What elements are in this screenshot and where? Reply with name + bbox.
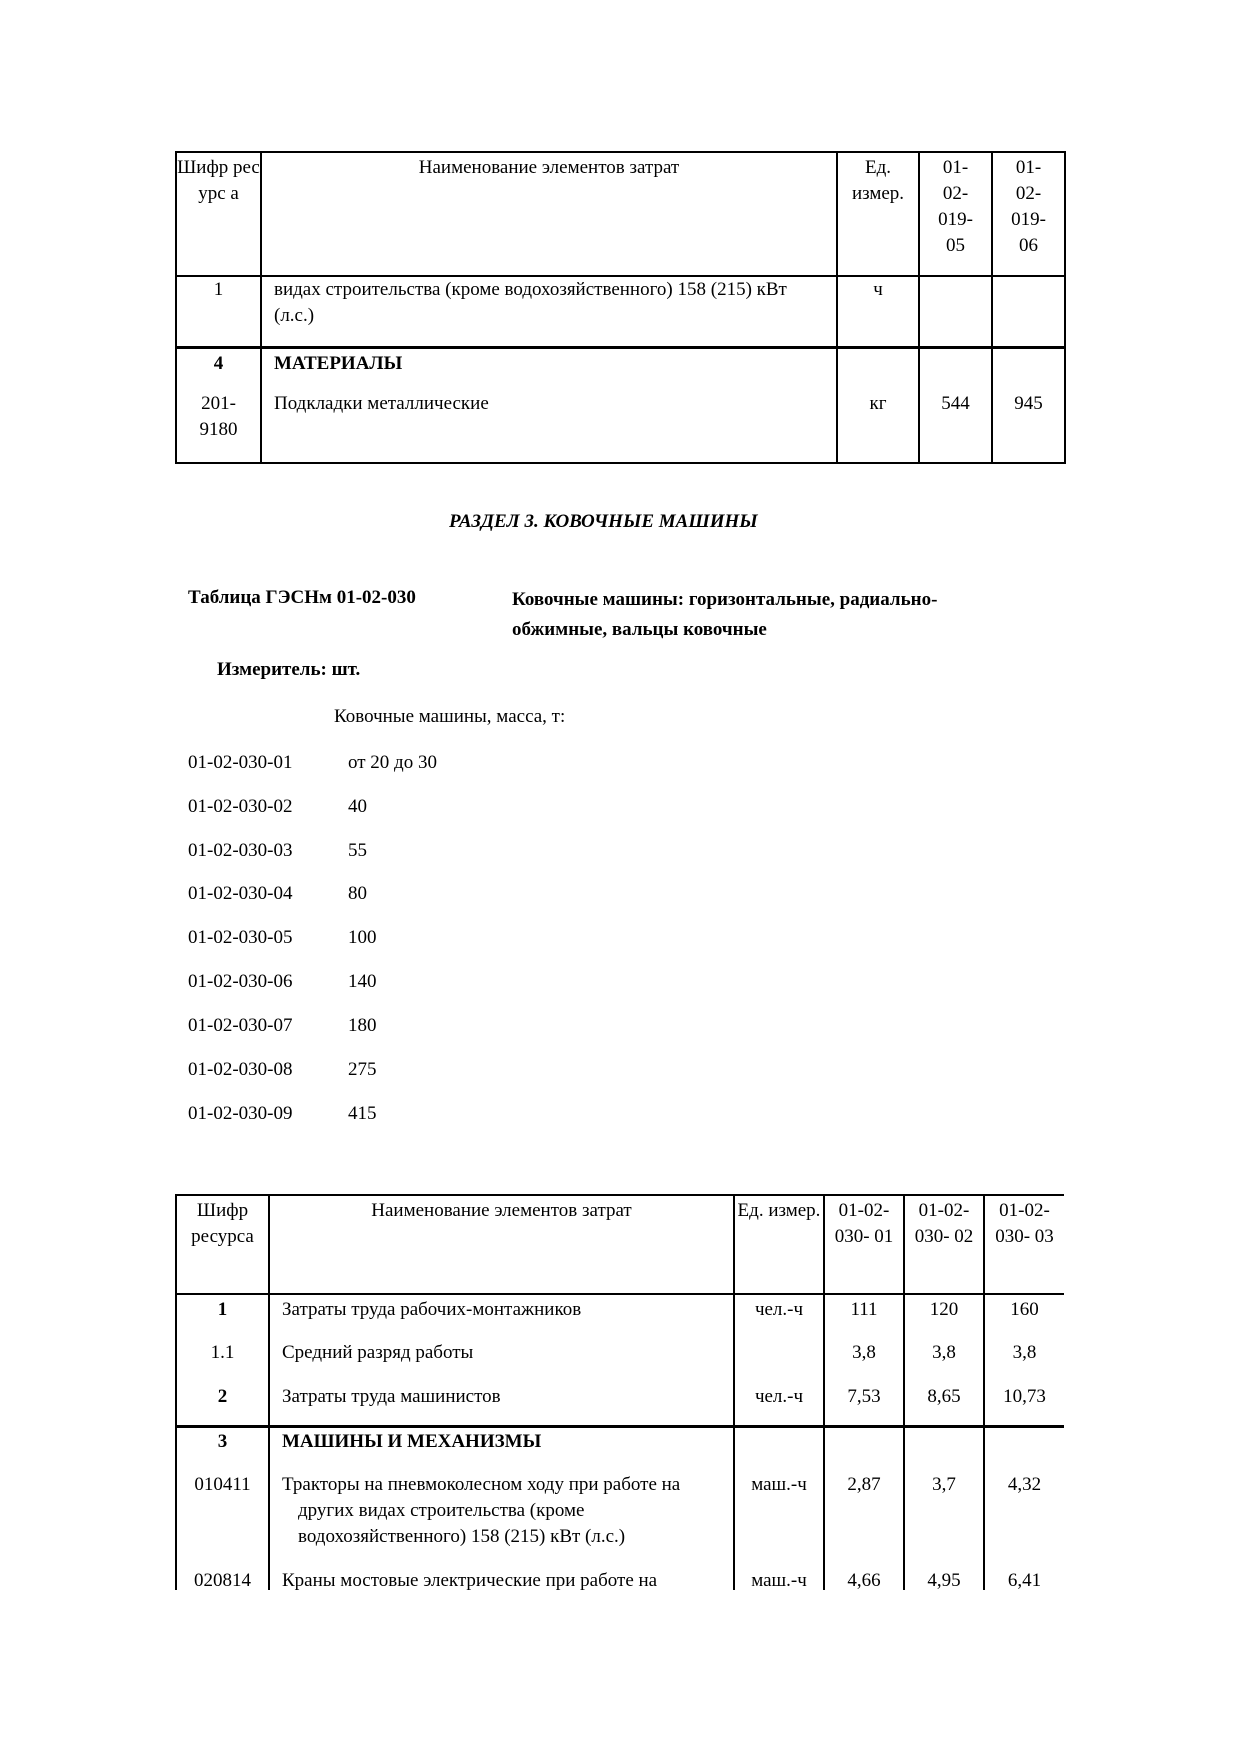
cell-unit: чел.-ч	[734, 1294, 824, 1338]
measure-unit: Измеритель: шт.	[217, 659, 361, 680]
list-item-code: 01-02-030-01	[188, 752, 293, 773]
table-row	[176, 1338, 1064, 1382]
table-row	[176, 1566, 1064, 1590]
cell-value: 7,53	[824, 1382, 904, 1426]
cell-value: 544	[919, 391, 992, 463]
cell-value: 6,41	[984, 1566, 1064, 1590]
list-item-value: 100	[348, 927, 377, 948]
cell-code: 020814	[176, 1566, 269, 1590]
list-item-value: 180	[348, 1015, 377, 1036]
list-item-value: от 20 до 30	[348, 752, 437, 773]
header-code: Шифр ресурс а	[176, 152, 261, 276]
cell-section-name: МАТЕРИАЛЫ	[261, 347, 837, 391]
header-code: Шифр ресурса	[176, 1195, 269, 1294]
table-row-section	[176, 347, 1065, 391]
cell-value: 3,8	[824, 1338, 904, 1382]
cell-value: 111	[824, 1294, 904, 1338]
section-title: РАЗДЕЛ 3. КОВОЧНЫЕ МАШИНЫ	[449, 511, 758, 532]
cell-value: 4,95	[904, 1566, 984, 1590]
cell-name: Затраты труда машинистов	[269, 1382, 734, 1426]
cell-code: 1	[176, 1294, 269, 1338]
header-name: Наименование элементов затрат	[269, 1195, 734, 1294]
list-heading: Ковочные машины, масса, т:	[334, 706, 566, 727]
table-row	[176, 1294, 1064, 1338]
table-header-row	[176, 1195, 1064, 1294]
cell-value: 945	[992, 391, 1065, 463]
list-item-value: 275	[348, 1059, 377, 1080]
header-col-01-02-019-06: 01- 02- 019- 06	[992, 152, 1065, 276]
table-row	[176, 1470, 1064, 1566]
cell-unit: маш.-ч	[734, 1470, 824, 1566]
cell-code: 010411	[176, 1470, 269, 1566]
resource-table-01-02-019	[175, 151, 1066, 464]
header-name: Наименование элементов затрат	[261, 152, 837, 276]
list-item-value: 80	[348, 883, 367, 904]
header-col-01-02-030-03: 01-02- 030- 03	[984, 1195, 1064, 1294]
cell-value: 3,8	[904, 1338, 984, 1382]
cell-name: Средний разряд работы	[269, 1338, 734, 1382]
cell-name: Затраты труда рабочих-монтажников	[269, 1294, 734, 1338]
cell-code: 1	[176, 276, 261, 347]
header-col-01-02-030-01: 01-02- 030- 01	[824, 1195, 904, 1294]
resource-table-01-02-030	[175, 1194, 1064, 1590]
cell-value: 160	[984, 1294, 1064, 1338]
cell-value	[919, 276, 992, 347]
cell-unit: чел.-ч	[734, 1382, 824, 1426]
table-row	[176, 1382, 1064, 1426]
cell-code: 201- 9180	[176, 391, 261, 463]
cell-code: 1.1	[176, 1338, 269, 1382]
table-row-section	[176, 1426, 1064, 1470]
cell-value: 8,65	[904, 1382, 984, 1426]
list-item-value: 140	[348, 971, 377, 992]
cell-code: 3	[176, 1426, 269, 1470]
cell-value	[984, 1426, 1064, 1470]
cell-value: 4,66	[824, 1566, 904, 1590]
cell-value: 2,87	[824, 1470, 904, 1566]
list-item-code: 01-02-030-06	[188, 971, 293, 992]
cell-value: 3,8	[984, 1338, 1064, 1382]
cell-code: 4	[176, 347, 261, 391]
list-item-value: 415	[348, 1103, 377, 1124]
cell-name: Тракторы на пневмоколесном ходу при работе на других видах строительства (кроме водохозяйственного) 158 (215) кВт (л.с.)	[269, 1470, 734, 1566]
header-unit: Ед. измер.	[734, 1195, 824, 1294]
cell-value	[824, 1426, 904, 1470]
cell-code: 2	[176, 1382, 269, 1426]
list-item-code: 01-02-030-03	[188, 840, 293, 861]
cell-unit	[837, 347, 919, 391]
cell-unit	[734, 1338, 824, 1382]
list-item-code: 01-02-030-08	[188, 1059, 293, 1080]
list-item-code: 01-02-030-05	[188, 927, 293, 948]
list-item-code: 01-02-030-04	[188, 883, 293, 904]
table-caption-description: Ковочные машины: горизонтальные, радиально-обжимные, вальцы ковочные	[512, 589, 938, 640]
list-item-code: 01-02-030-07	[188, 1015, 293, 1036]
cell-unit	[734, 1426, 824, 1470]
cell-unit: ч	[837, 276, 919, 347]
cell-unit: кг	[837, 391, 919, 463]
cell-value	[992, 276, 1065, 347]
resource-table-01-02-030-wrapper	[175, 1194, 1064, 1590]
list-item-code: 01-02-030-02	[188, 796, 293, 817]
list-item-code: 01-02-030-09	[188, 1103, 293, 1124]
cell-value	[904, 1426, 984, 1470]
header-col-01-02-019-05: 01- 02- 019- 05	[919, 152, 992, 276]
table-row	[176, 391, 1065, 463]
cell-section-name: МАШИНЫ И МЕХАНИЗМЫ	[269, 1426, 734, 1470]
cell-unit: маш.-ч	[734, 1566, 824, 1590]
cell-value: 4,32	[984, 1470, 1064, 1566]
cell-value: 120	[904, 1294, 984, 1338]
cell-value	[992, 347, 1065, 391]
header-unit: Ед. измер.	[837, 152, 919, 276]
cell-value	[919, 347, 992, 391]
table-caption-label: Таблица ГЭСНм 01-02-030	[188, 587, 416, 608]
cell-name: Подкладки металлические	[261, 391, 837, 463]
cell-name: видах строительства (кроме водохозяйственного) 158 (215) кВт (л.с.)	[261, 276, 837, 347]
cell-value: 3,7	[904, 1470, 984, 1566]
table-header-row	[176, 152, 1065, 276]
table-row	[176, 276, 1065, 347]
cell-value: 10,73	[984, 1382, 1064, 1426]
cell-name: Краны мостовые электрические при работе на	[269, 1566, 734, 1590]
header-col-01-02-030-02: 01-02- 030- 02	[904, 1195, 984, 1294]
list-item-value: 55	[348, 840, 367, 861]
list-item-value: 40	[348, 796, 367, 817]
